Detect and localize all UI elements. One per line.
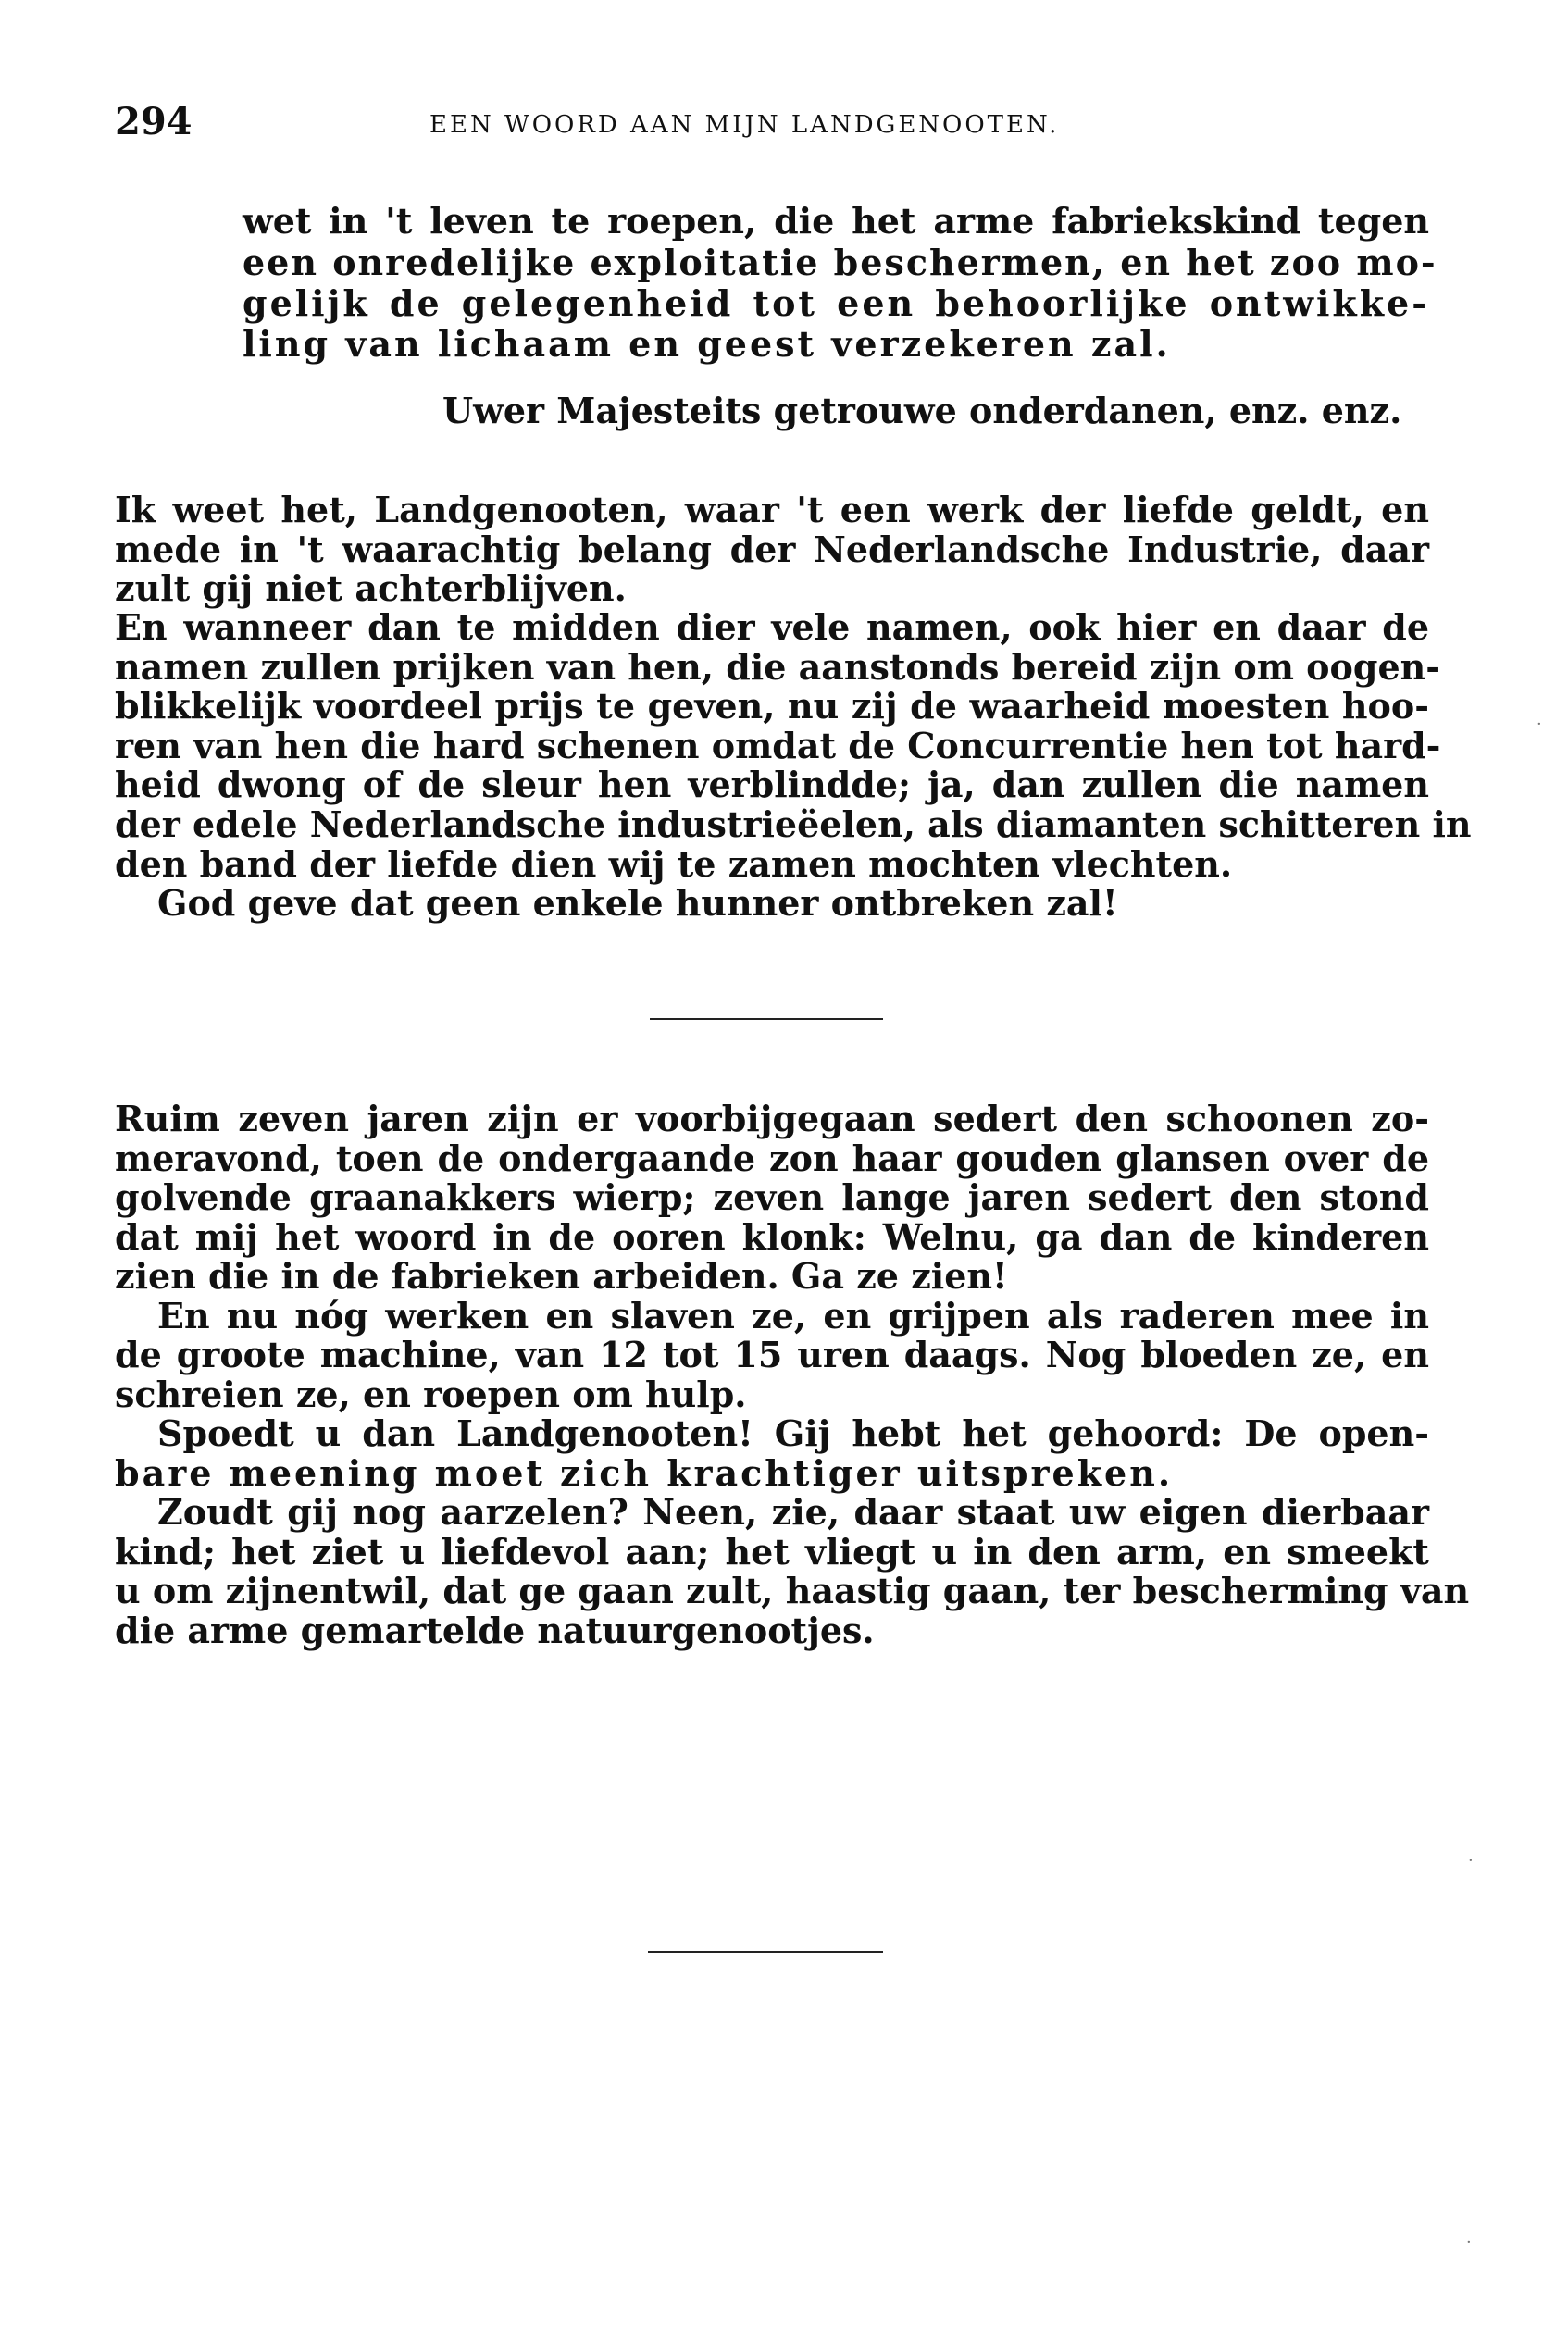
- section2-line-9: Spoedt u dan Landgenooten! Gij hebt het gehoord: De open-: [157, 1412, 1429, 1454]
- section1-line-6: blikkelijk voordeel prijs te geven, nu zij de waarheid moesten hoo-: [115, 685, 1429, 727]
- petition-line-1: wet in 't leven te roepen, die het arme fabriekskind tegen: [243, 200, 1429, 242]
- section1-line-10: den band der liefde dien wij te zamen mochten vlechten.: [115, 843, 1233, 885]
- section2-line-6: En nu nóg werken en slaven ze, en grijpen als raderen mee in: [157, 1295, 1429, 1337]
- petition-line-3: gelijk de gelegenheid tot een behoorlijke ontwikke-: [243, 282, 1429, 324]
- petition-line-4: ling van lichaam en geest verzekeren zal.: [243, 323, 1171, 365]
- section-divider-bottom: [648, 1951, 883, 1953]
- section1-line-1: Ik weet het, Landgenooten, waar 't een werk der liefde geldt, en: [115, 489, 1429, 530]
- section1-line-9: der edele Nederlandsche industrieëelen, als diamanten schitteren in: [115, 803, 1472, 845]
- section2-line-2: meravond, toen de ondergaande zon haar gouden glansen over de: [115, 1138, 1429, 1179]
- section2-line-5: zien die in de fabrieken arbeiden. Ga ze zien!: [115, 1255, 1008, 1297]
- petition-closing: Uwer Majesteits getrouwe onderdanen, enz. enz.: [442, 390, 1402, 431]
- section2-line-3: golvende graanakkers wierp; zeven lange jaren sedert den stond: [115, 1176, 1429, 1218]
- margin-speck: ·: [1466, 2232, 1472, 2252]
- section-divider-top: [650, 1018, 883, 1020]
- section2-line-4: dat mij het woord in de ooren klonk: Welnu, ga dan de kinderen: [115, 1216, 1429, 1258]
- section2-line-1: Ruim zeven jaren zijn er voorbijgegaan sedert den schoonen zo-: [115, 1098, 1429, 1139]
- page-header: [115, 100, 1429, 146]
- section2-line-8: schreien ze, en roepen om hulp.: [115, 1374, 747, 1415]
- petition-line-2: een onredelijke exploitatie beschermen, en het zoo mo-: [243, 242, 1437, 283]
- section2-line-10: bare meening moet zich krachtiger uitspreken.: [115, 1452, 1174, 1494]
- section1-line-3: zult gij niet achterblijven.: [115, 567, 627, 609]
- section2-line-13: u om zijnentwil, dat ge gaan zult, haastig gaan, ter bescherming van: [115, 1570, 1470, 1611]
- page-number: 294: [115, 100, 193, 143]
- section1-line-5: namen zullen prijken van hen, die aanstonds bereid zijn om oogen-: [115, 646, 1441, 688]
- section1-line-8: heid dwong of de sleur hen verblindde; ja, dan zullen die namen: [115, 764, 1429, 805]
- margin-speck: ·: [1468, 1851, 1474, 1871]
- section1-line-11: God geve dat geen enkele hunner ontbreken zal!: [157, 882, 1118, 924]
- section1-line-7: ren van hen die hard schenen omdat de Concurrentie hen tot hard-: [115, 725, 1441, 766]
- section2-line-11: Zoudt gij nog aarzelen? Neen, zie, daar staat uw eigen dierbaar: [157, 1491, 1429, 1533]
- section2-line-7: de groote machine, van 12 tot 15 uren daags. Nog bloeden ze, en: [115, 1334, 1429, 1375]
- section2-line-14: die arme gemartelde natuurgenootjes.: [115, 1610, 875, 1651]
- section1-line-4: En wanneer dan te midden dier vele namen, ook hier en daar de: [115, 606, 1429, 648]
- section1-line-2: mede in 't waarachtig belang der Nederlandsche Industrie, daar: [115, 528, 1429, 570]
- running-title: EEN WOORD AAN MIJN LANDGENOOTEN.: [429, 111, 1060, 139]
- margin-speck: ·: [1537, 715, 1542, 734]
- section2-line-12: kind; het ziet u liefdevol aan; het vliegt u in den arm, en smeekt: [115, 1531, 1429, 1573]
